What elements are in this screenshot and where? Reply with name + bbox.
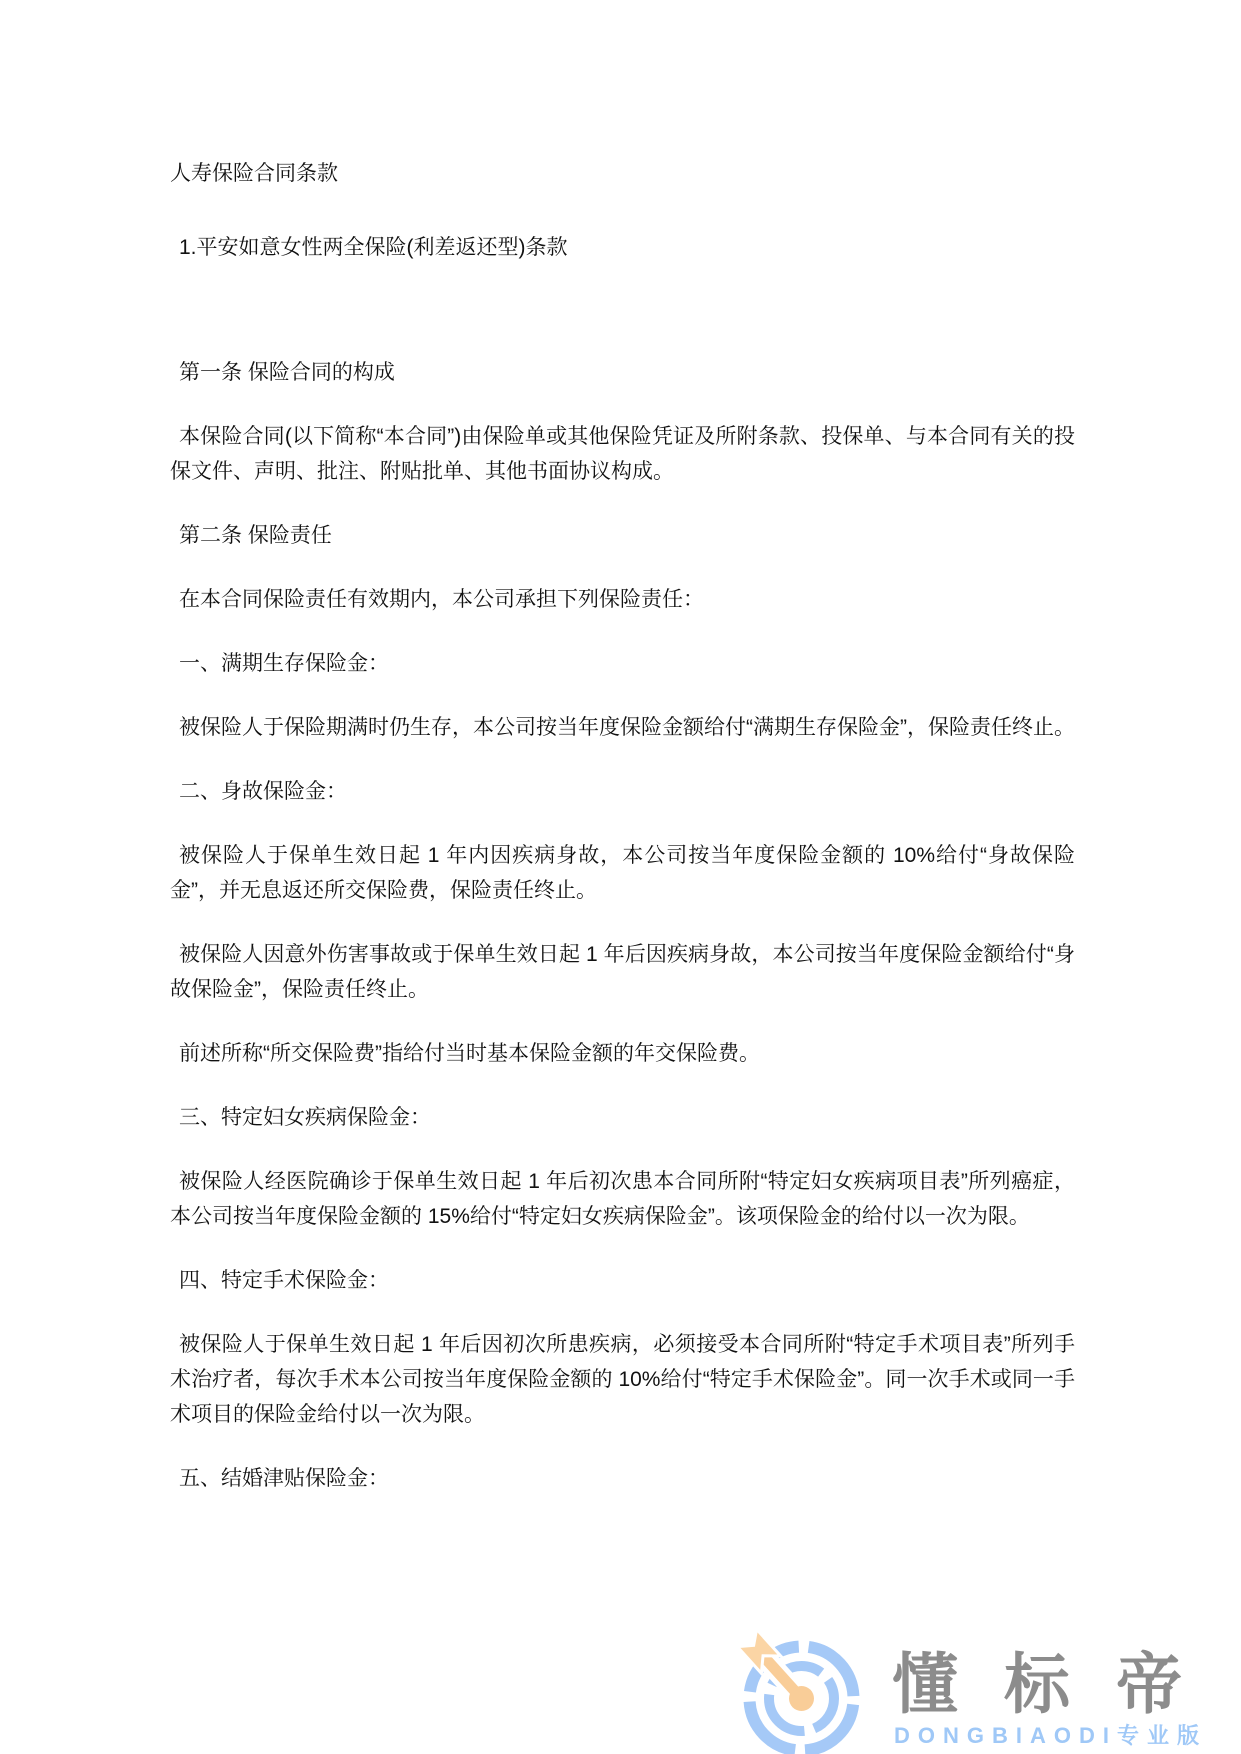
document-subtitle: 1.平安如意女性两全保险(利差返还型)条款	[179, 236, 568, 259]
paragraph: 被保险人因意外伤害事故或于保单生效日起 1 年后因疾病身故，本公司按当年度保险金额给付“身故保险金”，保险责任终止。	[170, 943, 1075, 1001]
article-heading: 第二条 保险责任	[179, 524, 332, 547]
item-heading: 一、满期生存保险金：	[179, 652, 389, 675]
brand-text: 懂标帝	[892, 1647, 1228, 1721]
item-heading: 四、特定手术保险金：	[179, 1269, 389, 1292]
target-dart-icon	[738, 1625, 868, 1754]
paragraph: 被保险人于保单生效日起 1 年内因疾病身故，本公司按当年度保险金额的 10%给付“身故保险金”，并无息返还所交保险费，保险责任终止。	[170, 844, 1075, 902]
paragraph: 被保险人经医院确诊于保单生效日起 1 年后初次患本合同所附“特定妇女疾病项目表”所列癌症，本公司按当年度保险金额的 15%给付“特定妇女疾病保险金”。该项保险金的给付以一次为限。	[170, 1170, 1075, 1228]
brand-subtext: DONGBIAODI专业版	[894, 1723, 1208, 1748]
item-heading: 五、结婚津贴保险金：	[179, 1467, 389, 1490]
item-heading: 二、身故保险金：	[179, 780, 347, 803]
item-heading: 三、特定妇女疾病保险金：	[179, 1106, 431, 1129]
article-heading: 第一条 保险合同的构成	[179, 361, 395, 384]
brand-watermark	[715, 1612, 1235, 1754]
paragraph: 被保险人于保单生效日起 1 年后因初次所患疾病，必须接受本合同所附“特定手术项目表”所列手术治疗者，每次手术本公司按当年度保险金额的 10%给付“特定手术保险金”。同一次手术或同一手术项目的保险金给付以一次为限。	[170, 1333, 1075, 1426]
document-title: 人寿保险合同条款	[170, 162, 338, 185]
paragraph: 前述所称“所交保险费”指给付当时基本保险金额的年交保险费。	[179, 1042, 760, 1065]
contract-text	[170, 156, 1075, 1525]
paragraph: 在本合同保险责任有效期内，本公司承担下列保险责任：	[179, 588, 704, 611]
paragraph: 被保险人于保险期满时仍生存，本公司按当年度保险金额给付“满期生存保险金”，保险责任终止。	[179, 716, 1075, 739]
paragraph: 本保险合同(以下简称“本合同”)由保险单或其他保险凭证及所附条款、投保单、与本合同有关的投保文件、声明、批注、附贴批单、其他书面协议构成。	[170, 425, 1075, 483]
